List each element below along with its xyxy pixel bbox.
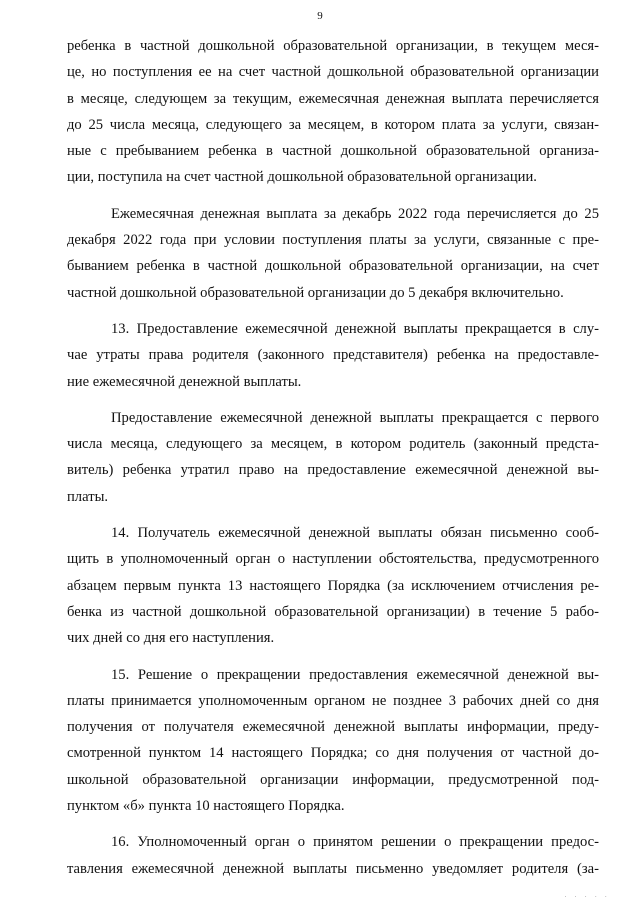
text-line: це, но поступления ее на счет частной дошкольной образовательной организации — [67, 64, 599, 81]
text-line: получения от получателя ежемесячной денежной выплаты информации, преду- — [67, 719, 599, 736]
text-line: до 25 числа месяца, следующего за месяцем, в котором плата за услуги, связан- — [67, 116, 599, 133]
text-line: платы. — [67, 488, 109, 505]
text-line: декабря 2022 года при условии поступления платы за услуги, связанные с пре- — [67, 232, 599, 249]
text-line: пунктом «б» пункта 10 настоящего Порядка. — [67, 798, 345, 815]
paragraph-clause-13 — [67, 316, 599, 395]
paragraph-clause-14 — [67, 520, 599, 651]
text-line: Ежемесячная денежная выплата за декабрь 2022 года перечисляется до 25 — [111, 205, 599, 222]
paragraph-continuation — [67, 33, 599, 191]
page-number: 9 — [317, 10, 323, 22]
text-line: чае утраты права родителя (законного представителя) ребенка на предоставле- — [67, 347, 599, 364]
text-line: частной дошкольной образовательной организации до 5 декабря включительно. — [67, 284, 564, 301]
text-line: тавления ежемесячной денежной выплаты письменно уведомляет родителя (за- — [67, 860, 599, 877]
text-line: 13. Предоставление ежемесячной денежной выплаты прекращается в слу- — [111, 320, 599, 337]
text-line: 16. Уполномоченный орган о принятом решении о прекращении предос- — [111, 834, 599, 851]
document-body — [67, 33, 599, 882]
text-line: ные с пребыванием ребенка в частной дошкольной образовательной организа- — [67, 143, 599, 160]
text-line: ребенка в частной дошкольной образовательной организации, в текущем меся- — [67, 38, 599, 54]
paragraph-clause-16 — [67, 829, 599, 882]
paragraph-december-payment — [67, 201, 599, 306]
text-line: ции, поступила на счет частной дошкольной образовательной организации. — [67, 169, 537, 186]
text-line: бенка из частной дошкольной образовательной организации) в течение 5 рабо- — [67, 603, 599, 620]
text-line: 15. Решение о прекращении предоставления ежемесячной денежной вы- — [111, 666, 599, 683]
text-line: ние ежемесячной денежной выплаты. — [67, 373, 302, 390]
text-line: чих дней со дня его наступления. — [67, 630, 275, 647]
text-line: платы принимается уполномоченным органом не позднее 3 рабочих дней со дня — [67, 692, 599, 709]
text-line: Предоставление ежемесячной денежной выплаты прекращается с первого — [111, 409, 599, 426]
text-line: смотренной пунктом 14 настоящего Порядка; со дня получения от частной до- — [67, 745, 599, 762]
text-line: щить в уполномоченный орган о наступлении обстоятельства, предусмотренного — [67, 551, 599, 568]
text-line: 14. Получатель ежемесячной денежной выплаты обязан письменно сооб- — [111, 525, 599, 542]
text-line: числа месяца, следующего за месяцем, в котором родитель (законный предста- — [67, 436, 599, 453]
paragraph-clause-15 — [67, 662, 599, 820]
paragraph-termination — [67, 405, 599, 510]
text-line: быванием ребенка в частной дошкольной образовательной организации, на счет — [67, 258, 599, 275]
scan-marks: · · · · · — [564, 893, 610, 901]
text-line: витель) ребенка утратил право на предоставление ежемесячной денежной вы- — [67, 462, 599, 479]
text-line: в месяце, следующем за текущим, ежемесячная денежная выплата перечисляется — [67, 90, 599, 107]
text-line: абзацем первым пункта 13 настоящего Порядка (за исключением отчисления ре- — [67, 577, 599, 594]
text-line: школьной образовательной организации информации, предусмотренной под- — [67, 771, 599, 788]
